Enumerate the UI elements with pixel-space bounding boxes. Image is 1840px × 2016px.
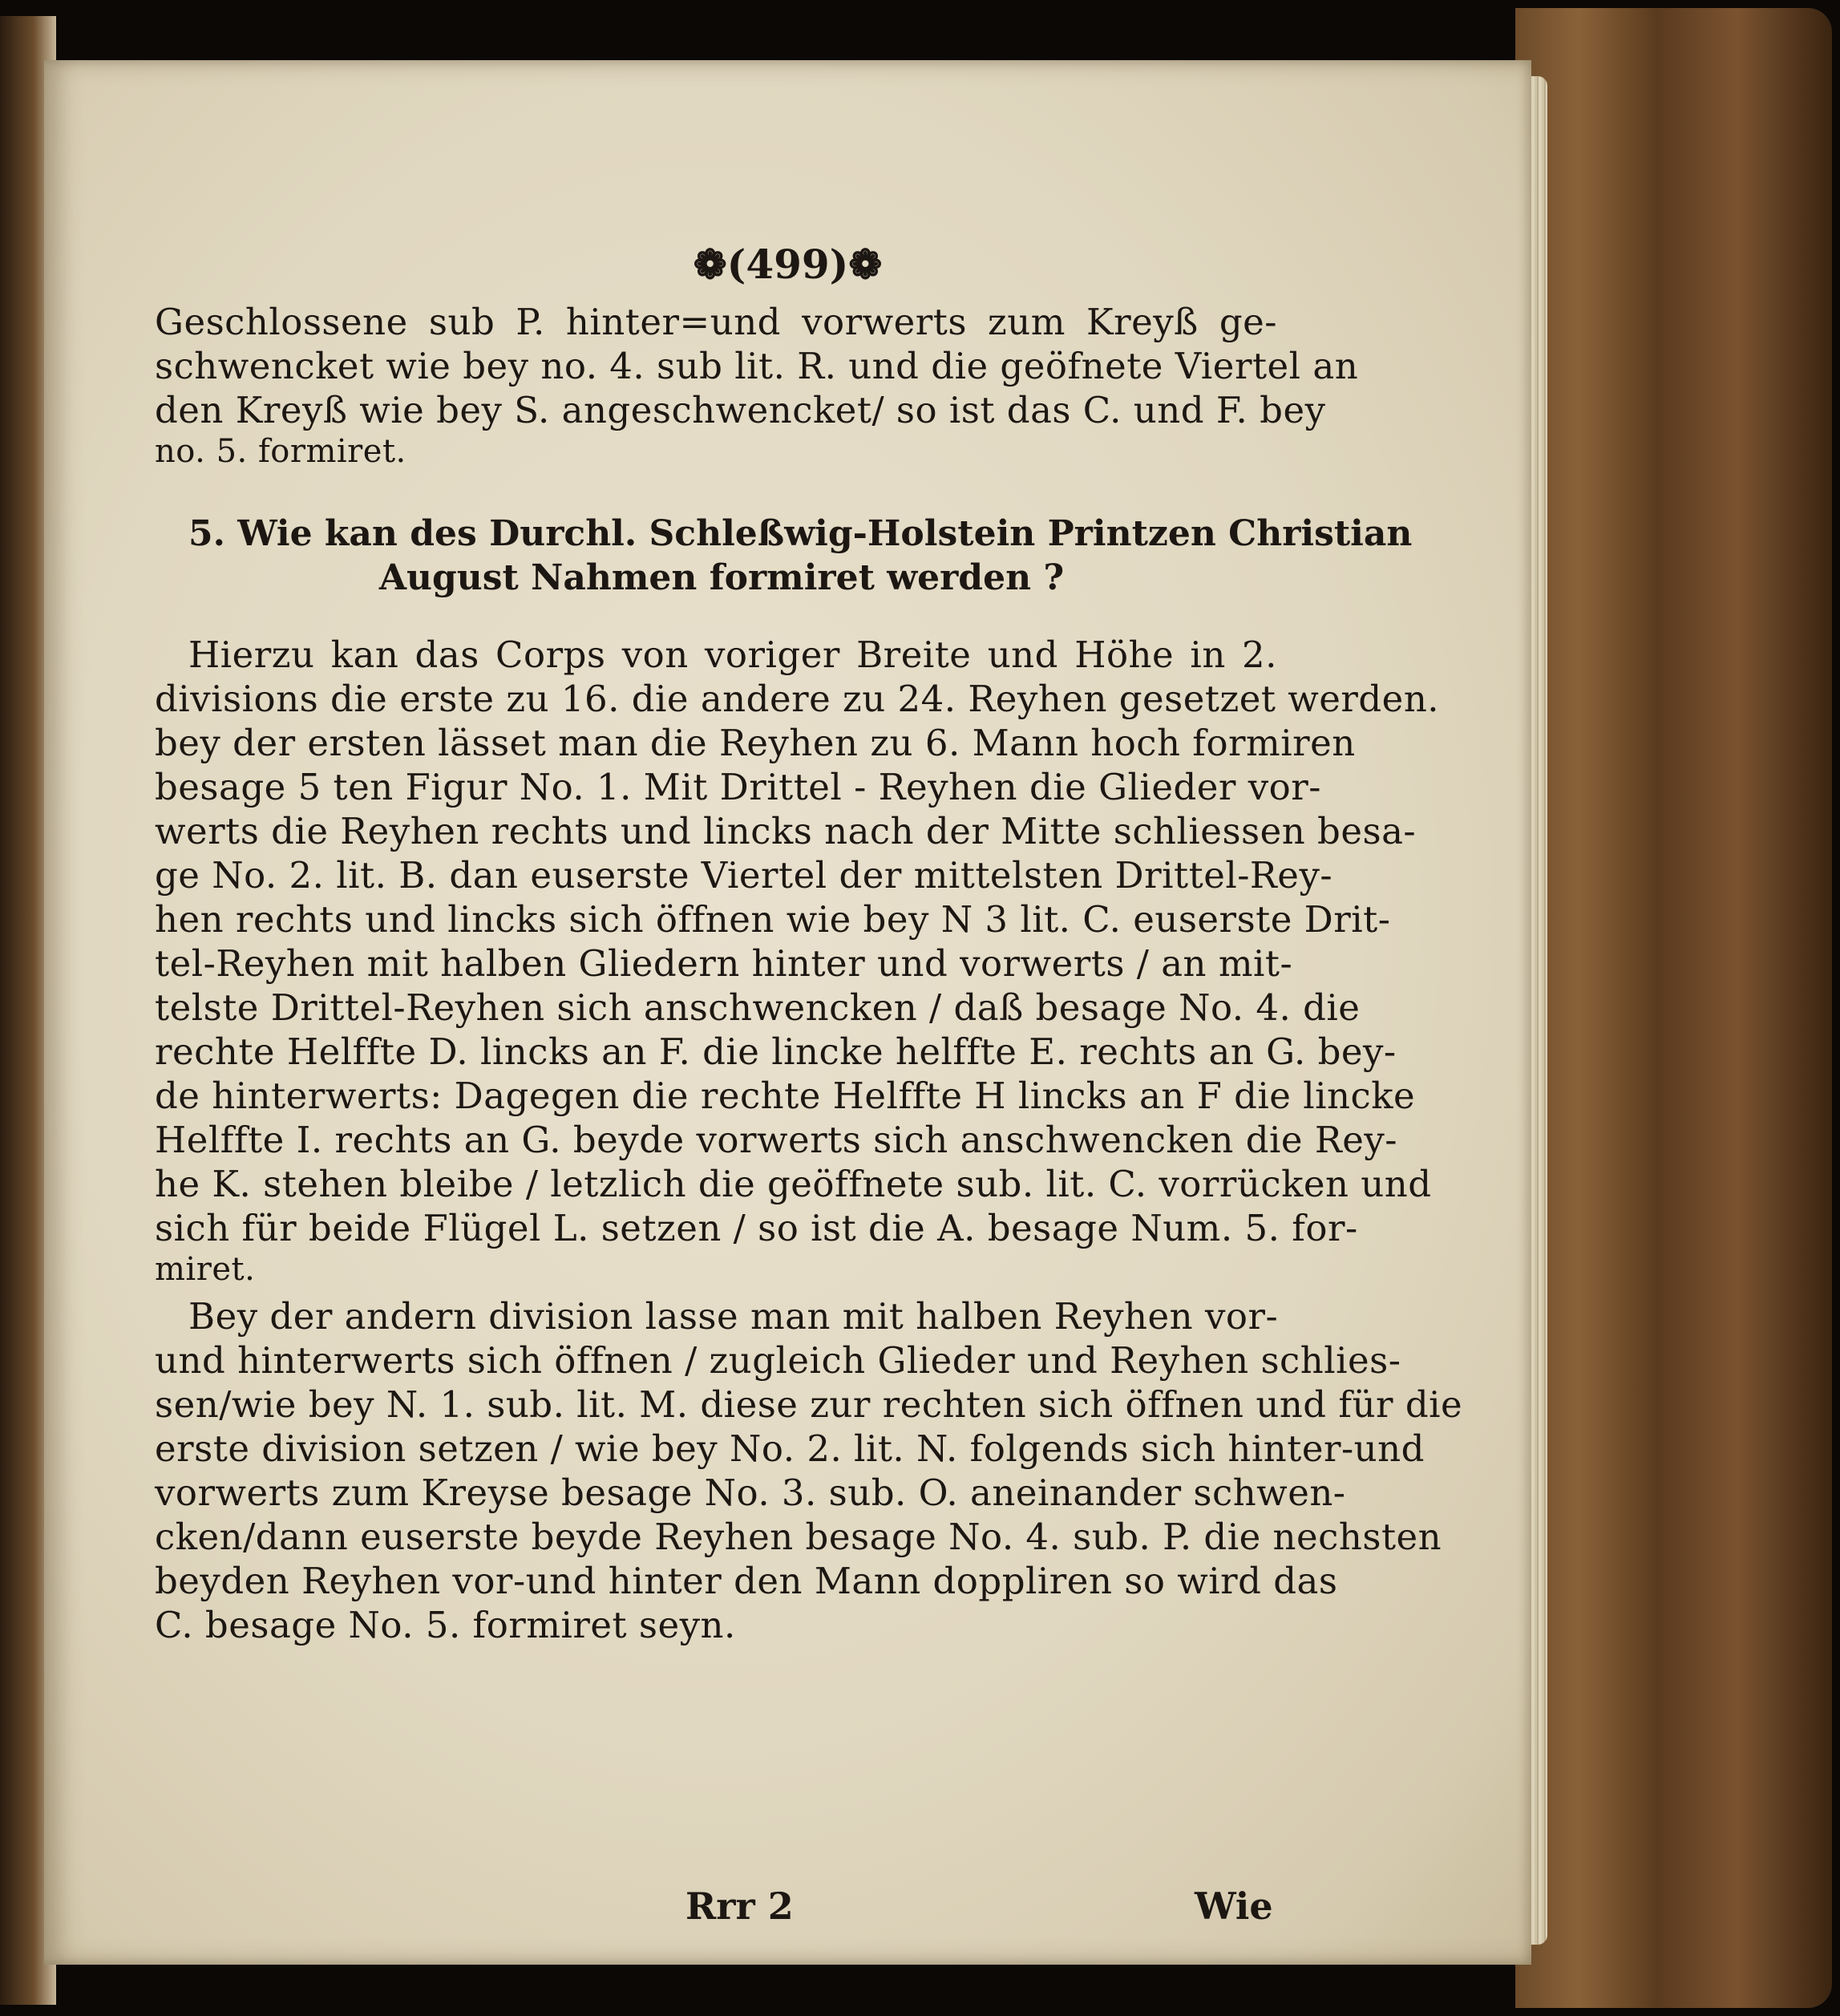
text-line: cken/dann euserste beyde Reyhen besage No. 4. sub. P. die nechsten	[155, 1516, 1442, 1558]
catchword: Wie	[1195, 1884, 1273, 1928]
text-line: miret.	[155, 1251, 256, 1288]
text-line: Helffte I. rechts an G. beyde vorwerts sich anschwencken die Rey-	[155, 1119, 1397, 1161]
text-line: Bey der andern division lasse man mit halben Reyhen vor-	[188, 1295, 1279, 1338]
text-line: schwencket wie bey no. 4. sub lit. R. und die geöfnete Viertel an	[155, 345, 1359, 387]
text-line: hen rechts und lincks sich öffnen wie bey N 3 lit. C. euserste Drit-	[155, 898, 1391, 941]
text-line: beyden Reyhen vor-und hinter den Mann doppliren so wird das	[155, 1560, 1338, 1602]
text-line: erste division setzen / wie bey No. 2. lit. N. folgends sich hinter-und	[155, 1427, 1425, 1470]
text-line: Geschlossene sub P. hinter=und vorwerts zum Kreyß ge-	[155, 301, 1277, 343]
text-line: sen/wie bey N. 1. sub. lit. M. diese zur rechten sich öffnen und für die	[155, 1383, 1463, 1426]
text-line: de hinterwerts: Dagegen die rechte Helffte H lincks an F die lincke	[155, 1075, 1416, 1117]
book-page	[44, 60, 1531, 1965]
text-line: rechte Helffte D. lincks an F. die lincke helffte E. rechts an G. bey-	[155, 1030, 1397, 1073]
text-line: telste Drittel-Reyhen sich anschwencken / daß besage No. 4. die	[155, 986, 1361, 1029]
section-heading: 5. Wie kan des Durchl. Schleßwig-Holstein Printzen Christian	[188, 513, 1413, 554]
ornament-left-icon: ❁	[693, 241, 727, 288]
text-line: vorwerts zum Kreyse besage No. 3. sub. O. aneinander schwen-	[155, 1472, 1346, 1514]
text-line: sich für beide Flügel L. setzen / so ist die A. besage Num. 5. for-	[155, 1207, 1358, 1249]
text-line: besage 5 ten Figur No. 1. Mit Drittel - Reyhen die Glieder vor-	[155, 766, 1321, 808]
text-line: divisions die erste zu 16. die andere zu 24. Reyhen gesetzet werden.	[155, 678, 1440, 720]
text-line: no. 5. formiret.	[155, 433, 406, 470]
section-heading: August Nahmen formiret werden ?	[378, 557, 1065, 598]
text-line: tel-Reyhen mit halben Gliedern hinter und vorwerts / an mit-	[155, 942, 1293, 985]
text-line: werts die Reyhen rechts und lincks nach der Mitte schliessen besa-	[155, 810, 1417, 852]
signature-mark: Rrr 2	[685, 1884, 794, 1928]
text-line: den Kreyß wie bey S. angeschwencket/ so ist das C. und F. bey	[155, 389, 1326, 431]
text-line: ge No. 2. lit. B. dan euserste Viertel der mittelsten Drittel-Rey-	[155, 854, 1333, 897]
text-line: Hierzu kan das Corps von voriger Breite und Höhe in 2.	[188, 634, 1277, 676]
text-line: bey der ersten lässet man die Reyhen zu 6. Mann hoch formiren	[155, 722, 1356, 764]
text-line: he K. stehen bleibe / letzlich die geöffnete sub. lit. C. vorrücken und	[155, 1163, 1432, 1205]
text-line: C. besage No. 5. formiret seyn.	[155, 1604, 736, 1646]
ornament-right-icon: ❁	[848, 241, 883, 288]
page-number: (499)	[726, 241, 849, 288]
text-line: und hinterwerts sich öffnen / zugleich Glieder und Reyhen schlies-	[155, 1339, 1401, 1382]
right-cover-edge	[1515, 8, 1832, 2008]
page-header	[44, 241, 1531, 288]
